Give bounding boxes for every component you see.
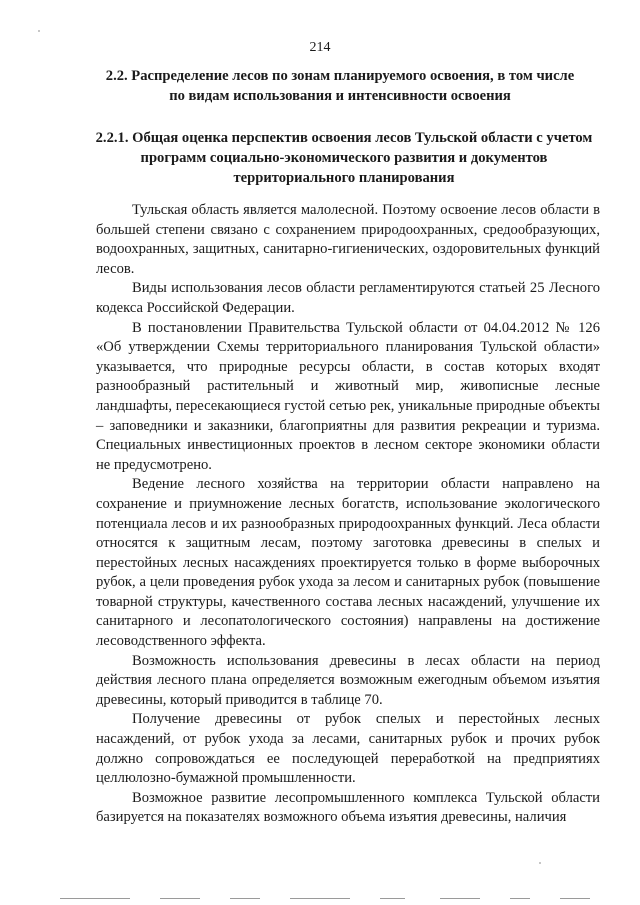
paragraph: Возможность использования древесины в лесах области на период действия лесного плана определяется возможным ежегодным объемом изъятия древесины, который приводится в таблице 70. (96, 652, 600, 708)
body-text (96, 201, 600, 828)
paragraph: Возможное развитие лесопромышленного комплекса Тульской области базируется на показателях возможного объема изъятия древесины, наличия (96, 789, 600, 826)
paragraph: В постановлении Правительства Тульской области от 04.04.2012 № 126 «Об утверждении Схемы территориального планирования Тульской области» указывается, что природные ресурсы области, в состав которых входят разнообразный растительный и животный мир, живописные лесные ландшафты, пересекающиеся густой сетью рек, уникальные природные объекты – заповедники и заказники, благоприятны для развития рекреации и туризма. Специальных инвестиционных проектов в лесном секторе экономики области не предусмотрено. (96, 319, 600, 473)
scan-speck (539, 862, 541, 864)
page-number: 214 (309, 40, 331, 55)
scan-speck (38, 30, 40, 32)
section-heading: 2.2. Распределение лесов по зонам планируемого освоения, в том числе по видам использования и интенсивности освоения (105, 68, 575, 104)
paragraph: Получение древесины от рубок спелых и перестойных лесных насаждений, от рубок ухода за лесами, санитарных рубок и прочих рубок должно сопровождаться ее последующей переработкой на предприятиях целлюлозно-бумажной промышленности. (96, 711, 600, 787)
paragraph: Виды использования лесов области регламентируются статьей 25 Лесного кодекса Российской Федерации. (96, 280, 600, 316)
paragraph: Тульская область является малолесной. Поэтому освоение лесов области в большей степени связано с сохранением природоохранных, средообразующих, водоохранных, защитных, санитарно-гигиенических, оздоровительных функций лесов. (96, 202, 600, 277)
subsection-heading: 2.2.1. Общая оценка перспектив освоения лесов Тульской области с учетом программ социально-экономического развития и документов территориального планирования (95, 130, 593, 186)
scan-edge-marks (0, 891, 640, 899)
paragraph: Ведение лесного хозяйства на территории области направлено на сохранение и приумножение лесных богатств, использование экологического потенциала лесов и их разнообразных природоохранных функций. Леса области относятся к защитным лесам, поэтому заготовка древесины в спелых и перестойных лесных насаждениях проектируется только в форме выборочных рубок, а цели проведения рубок ухода за лесом и санитарных рубок (повышение товарной структуры, качественного состава лесных насаждений, улучшение их санитарного и лесопатологического состояния) направлены на достижение лесоводственного эффекта. (96, 476, 600, 650)
